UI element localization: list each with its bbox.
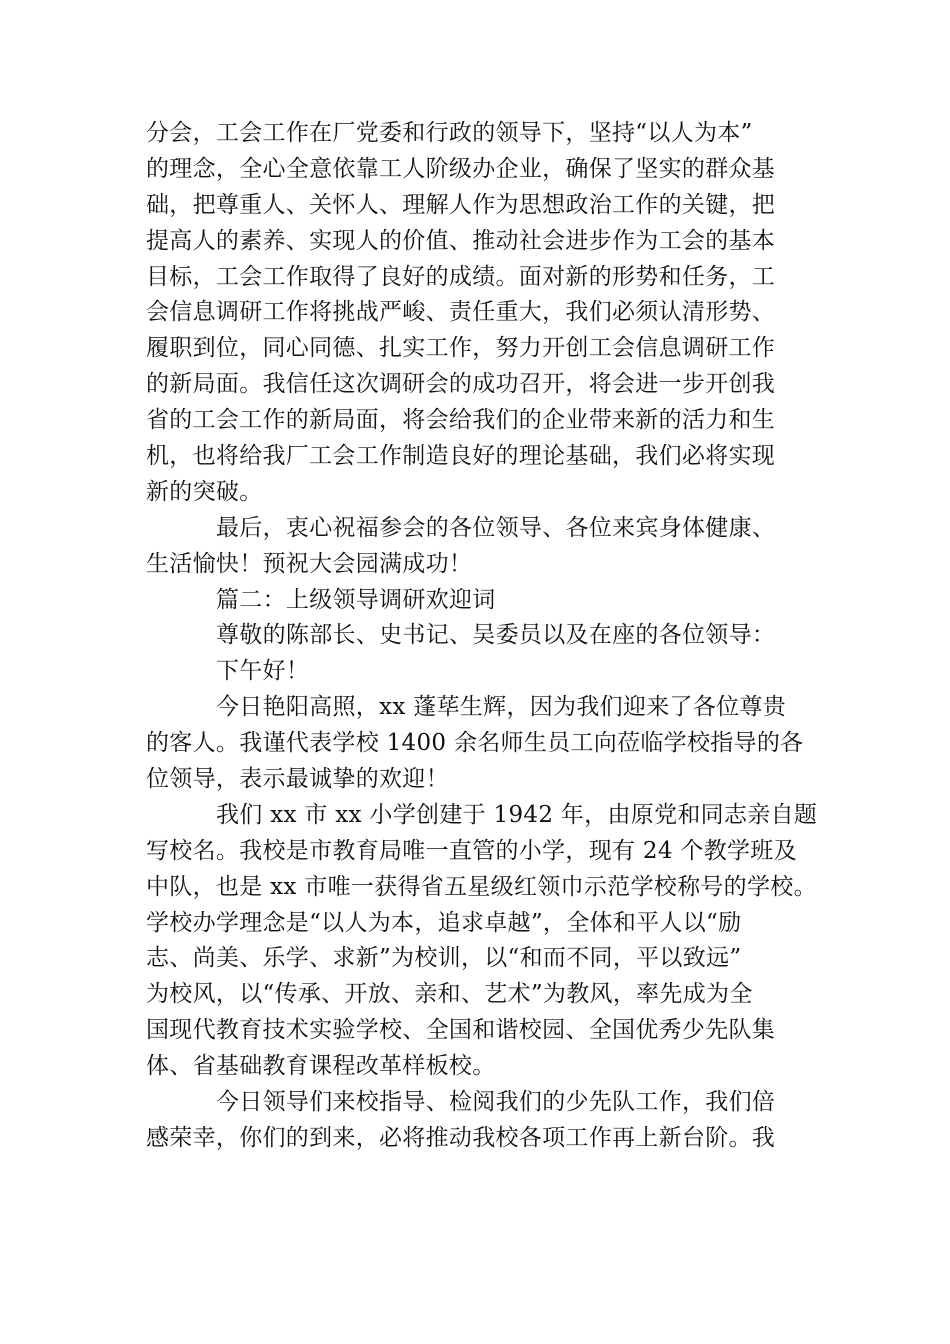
text-line: 履职到位，同心同德、扎实工作，努力开创工会信息调研工作 — [146, 335, 776, 362]
text-line: 生活愉快！预祝大会园满成功！ — [146, 550, 473, 577]
text-line: 会信息调研工作将挑战严峻、责任重大，我们必须认清形势、 — [146, 299, 776, 326]
document-body — [146, 116, 818, 1157]
text-line: 分会，工会工作在厂党委和行政的领导下，坚持“以人为本” — [146, 120, 753, 146]
text-line: 提高人的素养、实现人的价值、推动社会进步作为工会的基本 — [146, 227, 776, 254]
text-line: 机，也将给我厂工会工作制造良好的理论基础，我们必将实现 — [146, 443, 776, 470]
text-line: 础，把尊重人、关怀人、理解人作为思想政治工作的关键，把 — [146, 191, 776, 218]
text-line: 的新局面。我信任这次调研会的成功召开，将会进一步开创我 — [146, 371, 776, 398]
text-line: 我们 xx 市 xx 小学创建于 1942 年，由原党和同志亲自题 — [216, 801, 818, 828]
text-line: 篇二：上级领导调研欢迎词 — [216, 586, 496, 613]
text-line: 志、尚美、乐学、求新”为校训，以“和而不同，平以致远” — [146, 945, 742, 972]
text-line: 新的突破。 — [146, 478, 263, 505]
text-line: 省的工会工作的新局面，将会给我们的企业带来新的活力和生 — [146, 407, 776, 434]
text-line: 的理念，全心全意依靠工人阶级办企业，确保了坚实的群众基 — [146, 155, 776, 182]
text-line: 为校风，以“传承、开放、亲和、艺术”为教风，率先成为全 — [146, 981, 753, 1008]
text-line: 学校办学理念是“以人为本，追求卓越”，全体和平人以“励 — [146, 909, 742, 936]
text-line: 体、省基础教育课程改革样板校。 — [146, 1053, 496, 1080]
text-line: 的客人。我谨代表学校 1400 余名师生员工向莅临学校指导的各 — [146, 730, 804, 757]
text-line: 最后，衷心祝福参会的各位领导、各位来宾身体健康、 — [216, 514, 776, 541]
text-line: 目标，工会工作取得了良好的成绩。面对新的形势和任务，工 — [146, 263, 776, 290]
text-line: 国现代教育技术实验学校、全国和谐校园、全国优秀少先队集 — [146, 1017, 776, 1044]
text-line: 写校名。我校是市教育局唯一直管的小学，现有 24 个教学班及 — [146, 837, 797, 864]
text-line: 下午好！ — [216, 658, 310, 685]
text-line: 中队，也是 xx 市唯一获得省五星级红领巾示范学校称号的学校。 — [146, 873, 817, 900]
text-line: 感荣幸，你们的到来，必将推动我校各项工作再上新台阶。我 — [146, 1124, 776, 1151]
text-line: 今日领导们来校指导、检阅我们的少先队工作，我们倍 — [216, 1089, 776, 1116]
text-line: 位领导，表示最诚挚的欢迎！ — [146, 766, 449, 793]
text-line: 尊敬的陈部长、史书记、吴委员以及在座的各位领导： — [216, 622, 776, 649]
text-line: 今日艳阳高照，xx 蓬荜生辉，因为我们迎来了各位尊贵 — [216, 694, 787, 721]
